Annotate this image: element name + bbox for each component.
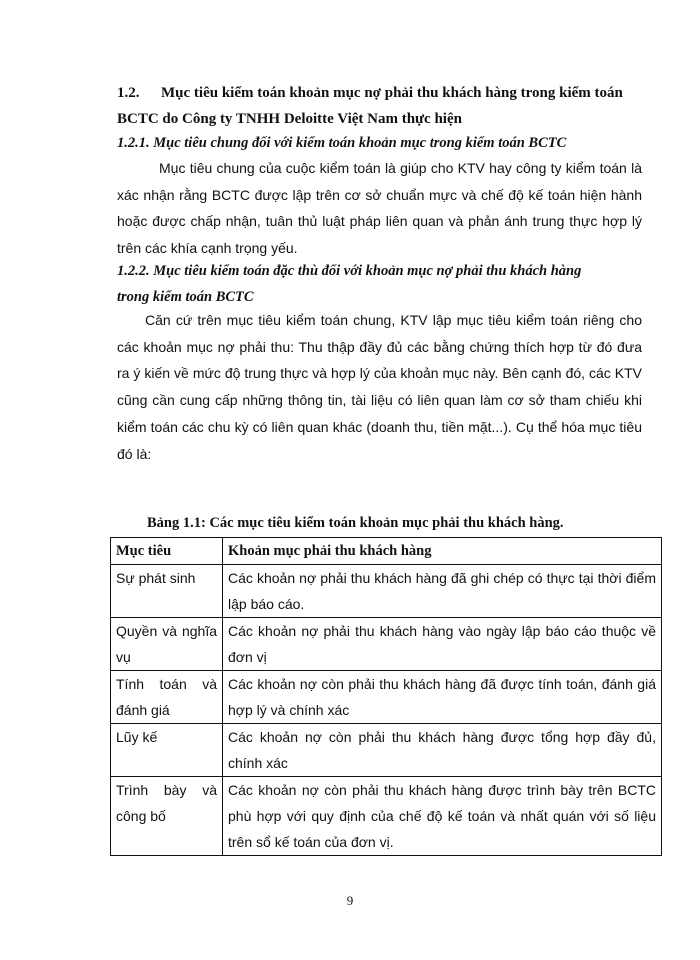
table-row <box>111 724 662 777</box>
table-header-row <box>111 538 662 565</box>
subsection-2-title-line2: trong kiểm toán BCTC <box>117 289 254 305</box>
table-row <box>111 618 662 671</box>
header-objective: Mục tiêu <box>111 538 223 565</box>
subsection-1-paragraph: Mục tiêu chung của cuộc kiểm toán là giúp cho KTV hay công ty kiểm toán là xác nhận rằng BCTC được lập trên cơ sở chuẩn mực và chế độ kế toán hiện hành hoặc được chấp nhận, tuân thủ luật pháp liên quan và phản ánh trung thực hợp lý trên các khía cạnh trọng yếu. <box>117 160 642 257</box>
row-objective: Sự phát sinh <box>111 565 223 618</box>
subsection-2-paragraph: Căn cứ trên mục tiêu kiểm toán chung, KTV lập mục tiêu kiểm toán riêng cho các khoản mục nợ phải thu: Thu thập đầy đủ các bằng chứng thích hợp từ đó đưa ra ý kiến về mức độ trung thực và hợp lý của khoản mục này. Bên cạnh đó, các KTV cũng cần cung cấp những thông tin, tài liệu có liên quan làm cơ sở tham chiếu khi kiểm toán các chu kỳ có liên quan khác (doanh thu, tiền mặt...). Cụ thể hóa mục tiêu đó là: <box>117 312 642 462</box>
table-caption: Bảng 1.1: Các mục tiêu kiểm toán khoản mục phải thu khách hàng. <box>147 515 564 531</box>
row-description: Các khoản nợ còn phải thu khách hàng được trình bày trên BCTC phù hợp với quy định của chế độ kế toán và nhất quán với số liệu trên sổ kế toán của đơn vị. <box>223 777 662 856</box>
row-objective: Quyền và nghĩa vụ <box>111 618 223 671</box>
header-receivable: Khoản mục phải thu khách hàng <box>223 538 662 565</box>
row-description: Các khoản nợ còn phải thu khách hàng được tổng hợp đầy đủ, chính xác <box>223 724 662 777</box>
row-objective: Tính toán và đánh giá <box>111 671 223 724</box>
subsection-2-title-line1: 1.2.2. Mục tiêu kiểm toán đặc thù đối với khoản mục nợ phải thu khách hàng <box>117 263 582 279</box>
section-title-line2: BCTC do Công ty TNHH Deloitte Việt Nam thực hiện <box>117 111 462 127</box>
table-row <box>111 777 662 856</box>
row-description: Các khoản nợ còn phải thu khách hàng đã được tính toán, đánh giá hợp lý và chính xác <box>223 671 662 724</box>
table-row <box>111 671 662 724</box>
row-objective: Lũy kế <box>111 724 223 777</box>
subsection-2-title <box>117 258 642 310</box>
section-title-line1: Mục tiêu kiểm toán khoản mục nợ phải thu khách hàng trong kiểm toán <box>161 85 623 101</box>
table-row <box>111 565 662 618</box>
row-description: Các khoản nợ phải thu khách hàng vào ngày lập báo cáo thuộc về đơn vị <box>223 618 662 671</box>
section-number: 1.2. <box>117 85 140 101</box>
section-heading <box>117 80 637 132</box>
subsection-1-title: 1.2.1. Mục tiêu chung đối với kiểm toán khoản mục trong kiểm toán BCTC <box>117 135 567 151</box>
row-description: Các khoản nợ phải thu khách hàng đã ghi chép có thực tại thời điểm lập báo cáo. <box>223 565 662 618</box>
row-objective: Trình bày và công bố <box>111 777 223 856</box>
objectives-table <box>110 537 662 856</box>
page-number: 9 <box>346 893 354 908</box>
